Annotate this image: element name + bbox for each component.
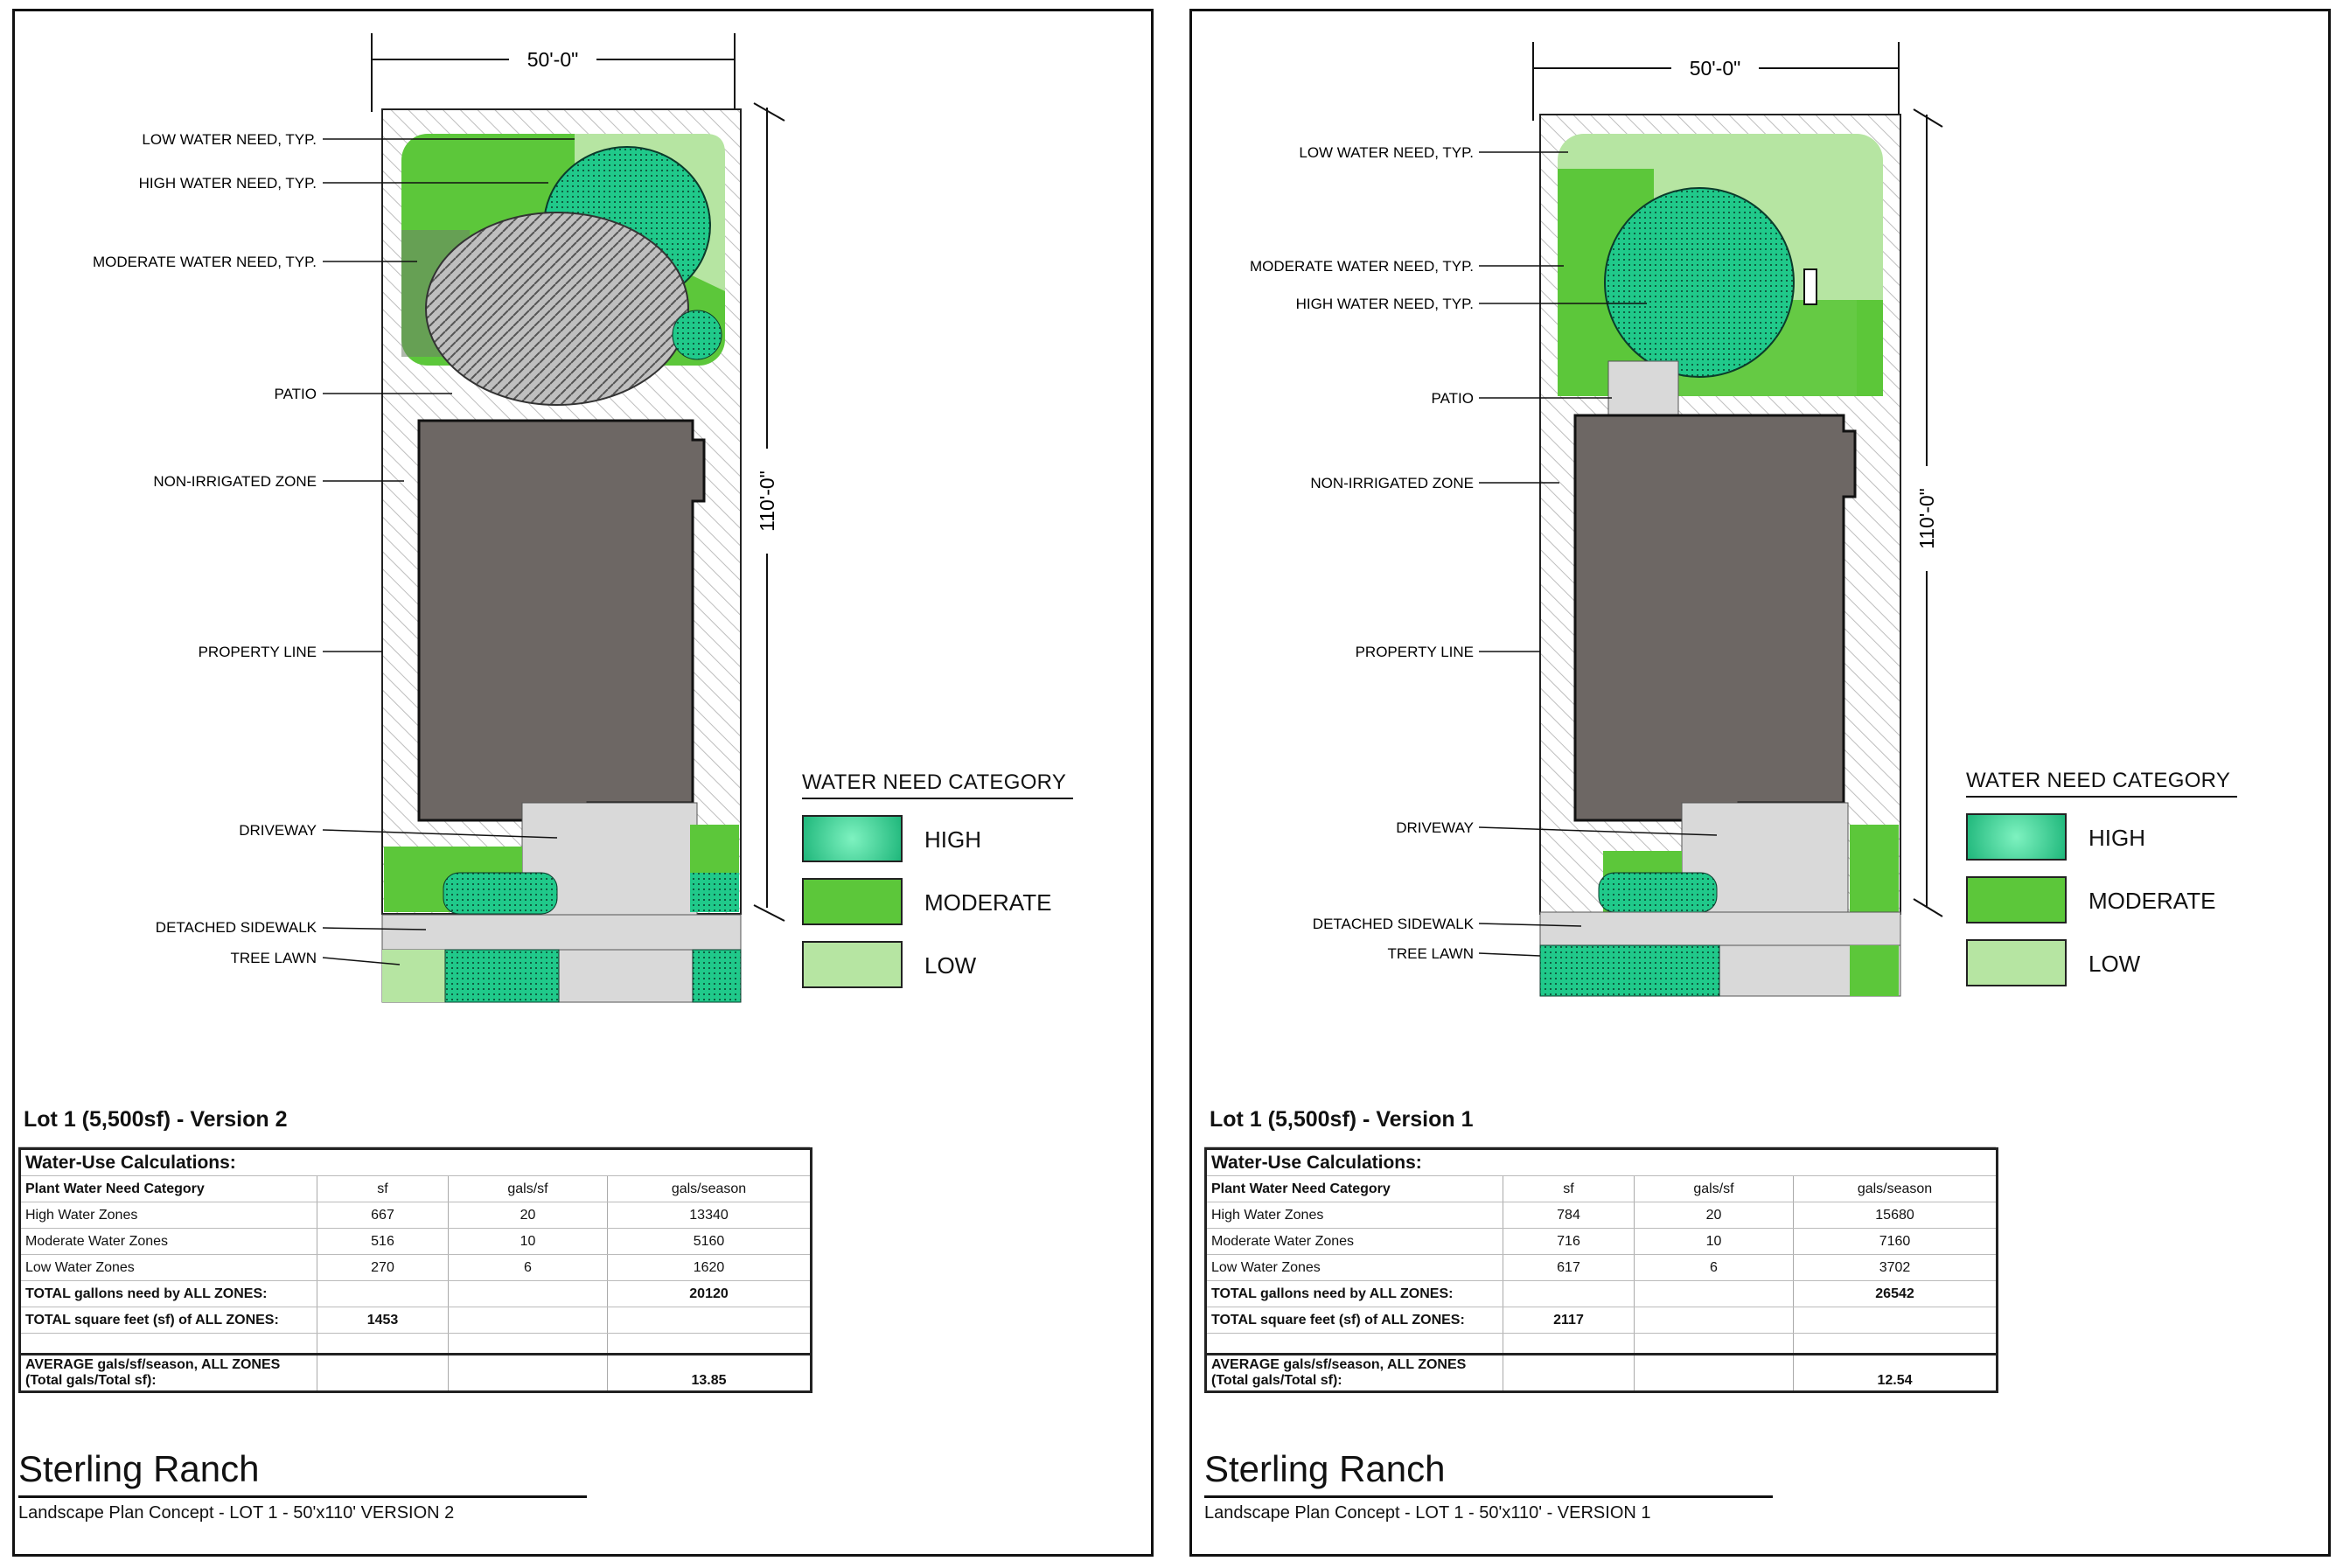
row-sf: 516 <box>317 1229 449 1255</box>
title-block <box>1204 1448 1773 1523</box>
row-label: Low Water Zones <box>20 1255 317 1281</box>
callout-moderate-water-need: MODERATE WATER NEED, TYP. <box>1250 258 1474 275</box>
total-gallons-row: TOTAL gallons need by ALL ZONES: 20120 <box>20 1281 812 1307</box>
row-gals-season: 15680 <box>1794 1202 1998 1229</box>
total-gallons-value: 26542 <box>1794 1281 1998 1307</box>
legend-item-high <box>802 815 1073 878</box>
water-use-calculations <box>1204 1092 1996 1393</box>
row-gals-sf: 6 <box>449 1255 608 1281</box>
callout-non-irrigated-zone: NON-IRRIGATED ZONE <box>153 473 317 490</box>
row-gals-season: 3702 <box>1794 1255 1998 1281</box>
high-zone-front <box>1599 873 1717 912</box>
callout-driveway: DRIVEWAY <box>239 822 317 839</box>
table-row <box>20 1202 812 1229</box>
callout-low-water-need: LOW WATER NEED, TYP. <box>142 131 317 148</box>
house-footprint <box>419 421 704 820</box>
legend-label-low: LOW <box>2088 951 2141 977</box>
row-label: High Water Zones <box>1206 1202 1503 1229</box>
legend-item-moderate <box>1966 876 2237 939</box>
title-divider <box>1204 1495 1773 1498</box>
patio-pavers <box>426 213 688 405</box>
callout-low-water-need: LOW WATER NEED, TYP. <box>1299 144 1474 161</box>
calc-title: Water-Use Calculations: <box>20 1149 812 1176</box>
total-sf-row: TOTAL square feet (sf) of ALL ZONES: 1453 <box>20 1307 812 1334</box>
callout-patio: PATIO <box>1431 390 1474 407</box>
legend-label-moderate: MODERATE <box>924 889 1052 916</box>
callout-property-line: PROPERTY LINE <box>1355 644 1474 660</box>
col-header-category: Plant Water Need Category <box>20 1176 317 1202</box>
width-dimension-label: 50'-0" <box>526 48 579 71</box>
row-label: Moderate Water Zones <box>20 1229 317 1255</box>
project-name: Sterling Ranch <box>1204 1448 1446 1489</box>
table-row <box>20 1255 812 1281</box>
row-gals-sf: 20 <box>1635 1202 1794 1229</box>
row-sf: 716 <box>1503 1229 1635 1255</box>
legend-title: WATER NEED CATEGORY <box>802 770 1073 799</box>
col-header-gals-season: gals/season <box>608 1176 812 1202</box>
average-value: 13.85 <box>608 1355 812 1392</box>
high-zone-tree <box>1605 188 1794 377</box>
lot-title: Lot 1 (5,500sf) - Version 1 <box>1204 1092 1996 1147</box>
total-sf-row: TOTAL square feet (sf) of ALL ZONES: 2117 <box>1206 1307 1998 1334</box>
col-header-sf: sf <box>1503 1176 1635 1202</box>
legend-item-high <box>1966 813 2237 876</box>
patio <box>1608 361 1678 415</box>
total-sf-value: 1453 <box>317 1307 449 1334</box>
row-gals-sf: 10 <box>1635 1229 1794 1255</box>
col-header-sf: sf <box>317 1176 449 1202</box>
average-row: AVERAGE gals/sf/season, ALL ZONES (Total gals/Total sf): 13.85 <box>20 1355 812 1392</box>
detached-sidewalk <box>1540 912 1900 945</box>
legend-swatch-high <box>802 815 903 862</box>
row-sf: 270 <box>317 1255 449 1281</box>
project-name: Sterling Ranch <box>18 1448 260 1489</box>
average-label: AVERAGE gals/sf/season, ALL ZONES <box>25 1357 281 1372</box>
legend-title: WATER NEED CATEGORY <box>1966 769 2237 798</box>
row-sf: 784 <box>1503 1202 1635 1229</box>
water-need-legend <box>802 770 1073 1004</box>
plan-sheet-version-1 <box>1189 9 2331 1557</box>
sheet-subtitle: Landscape Plan Concept - LOT 1 - 50'x110' - VERSION 1 <box>1204 1503 1651 1523</box>
callout-tree-lawn: TREE LAWN <box>1387 945 1474 962</box>
water-use-calculations <box>18 1092 810 1393</box>
col-header-gals-sf: gals/sf <box>449 1176 608 1202</box>
row-gals-sf: 20 <box>449 1202 608 1229</box>
row-gals-season: 7160 <box>1794 1229 1998 1255</box>
row-gals-season: 1620 <box>608 1255 812 1281</box>
row-gals-season: 5160 <box>608 1229 812 1255</box>
title-block <box>18 1448 587 1523</box>
legend-label-low: LOW <box>924 952 977 979</box>
calc-table <box>1204 1147 1998 1393</box>
average-label: AVERAGE gals/sf/season, ALL ZONES <box>1211 1357 1467 1372</box>
title-divider <box>18 1495 587 1498</box>
callout-property-line: PROPERTY LINE <box>198 644 317 660</box>
callout-moderate-water-need: MODERATE WATER NEED, TYP. <box>93 254 317 270</box>
house-footprint <box>1575 415 1855 820</box>
row-gals-season: 13340 <box>608 1202 812 1229</box>
calc-table <box>18 1147 812 1393</box>
legend-swatch-low <box>802 941 903 988</box>
table-row <box>1206 1229 1998 1255</box>
row-label: High Water Zones <box>20 1202 317 1229</box>
legend-swatch-high <box>1966 813 2067 861</box>
table-row <box>20 1229 812 1255</box>
callout-high-water-need: HIGH WATER NEED, TYP. <box>1295 296 1474 312</box>
total-sf-value: 2117 <box>1503 1307 1635 1334</box>
legend-item-moderate <box>802 878 1073 941</box>
row-label: Low Water Zones <box>1206 1255 1503 1281</box>
col-header-category: Plant Water Need Category <box>1206 1176 1503 1202</box>
legend-label-high: HIGH <box>924 826 981 853</box>
row-gals-sf: 10 <box>449 1229 608 1255</box>
calc-title: Water-Use Calculations: <box>1206 1149 1998 1176</box>
plan-sheet-version-2 <box>12 9 1154 1557</box>
row-gals-sf: 6 <box>1635 1255 1794 1281</box>
callout-patio: PATIO <box>274 386 317 402</box>
row-sf: 617 <box>1503 1255 1635 1281</box>
detached-sidewalk <box>382 915 741 950</box>
callout-non-irrigated-zone: NON-IRRIGATED ZONE <box>1310 475 1474 491</box>
legend-swatch-moderate <box>802 878 903 925</box>
col-header-gals-season: gals/season <box>1794 1176 1998 1202</box>
table-row <box>1206 1202 1998 1229</box>
legend-item-low <box>1966 939 2237 1002</box>
legend-label-moderate: MODERATE <box>2088 888 2216 914</box>
col-header-gals-sf: gals/sf <box>1635 1176 1794 1202</box>
total-gallons-row: TOTAL gallons need by ALL ZONES: 26542 <box>1206 1281 1998 1307</box>
high-zone-front <box>443 873 557 914</box>
legend-swatch-moderate <box>1966 876 2067 923</box>
callout-detached-sidewalk: DETACHED SIDEWALK <box>1312 916 1474 932</box>
callout-high-water-need: HIGH WATER NEED, TYP. <box>138 175 317 192</box>
total-gallons-value: 20120 <box>608 1281 812 1307</box>
callout-driveway: DRIVEWAY <box>1396 819 1474 836</box>
depth-dimension-label: 110'-0" <box>756 470 778 532</box>
legend-item-low <box>802 941 1073 1004</box>
row-label: Moderate Water Zones <box>1206 1229 1503 1255</box>
lot-title: Lot 1 (5,500sf) - Version 2 <box>18 1092 810 1147</box>
average-value: 12.54 <box>1794 1355 1998 1392</box>
sheet-subtitle: Landscape Plan Concept - LOT 1 - 50'x110' VERSION 2 <box>18 1503 455 1523</box>
table-row <box>1206 1255 1998 1281</box>
width-dimension-label: 50'-0" <box>1689 57 1741 80</box>
depth-dimension-label: 110'-0" <box>1915 488 1938 549</box>
callout-detached-sidewalk: DETACHED SIDEWALK <box>155 919 317 936</box>
legend-label-high: HIGH <box>2088 825 2145 851</box>
average-row: AVERAGE gals/sf/season, ALL ZONES (Total gals/Total sf): 12.54 <box>1206 1355 1998 1392</box>
callout-tree-lawn: TREE LAWN <box>230 950 317 966</box>
water-need-legend <box>1966 769 2237 1002</box>
row-sf: 667 <box>317 1202 449 1229</box>
legend-swatch-low <box>1966 939 2067 986</box>
